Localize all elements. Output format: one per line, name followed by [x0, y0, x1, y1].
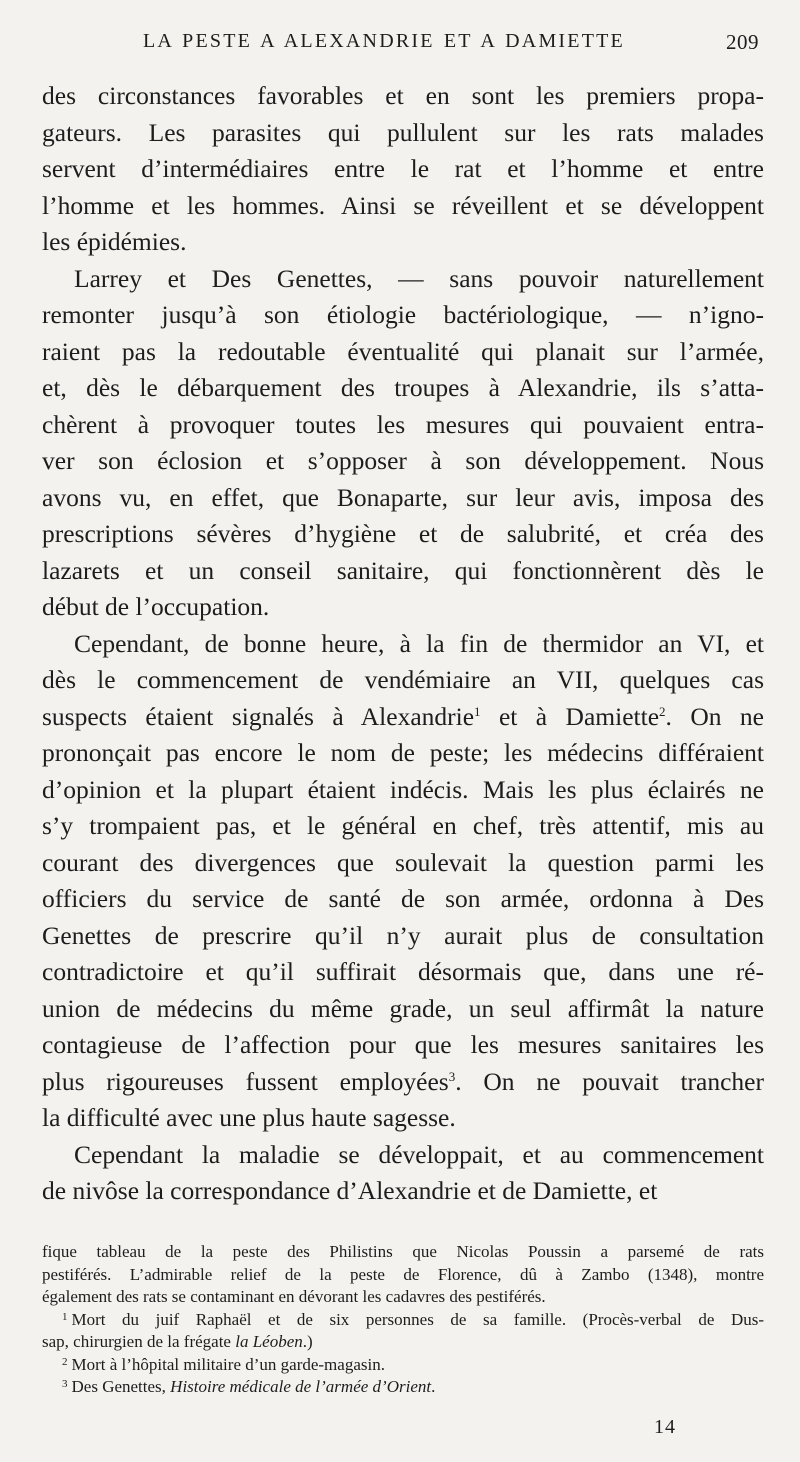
- text-line: Cependant la maladie se développait, et au commencement: [74, 1139, 764, 1169]
- text-segment: suspects étaient signalés à Alexandrie: [42, 701, 475, 731]
- footnote-text: Mort à l’hôpital militaire d’un garde-magasin.: [71, 1354, 385, 1374]
- text-line: gateurs. Les parasites qui pullulent sur les rats malades: [42, 117, 764, 147]
- footnote-continuation-line: pestiférés. L’admirable relief de la peste de Florence, dû à Zambo (1348), montre: [42, 1264, 764, 1284]
- text-line: contagieuse de l’affection pour que les mesures sanitaires les: [42, 1030, 764, 1059]
- italic-title: la Léoben: [235, 1332, 303, 1351]
- text-line: remonter jusqu’à son étiologie bactériologique, — n’igno-: [42, 300, 764, 329]
- page-number: 209: [726, 30, 759, 54]
- text-line: [42, 699, 764, 736]
- footnote-mark: 3: [62, 1378, 68, 1390]
- footnote-continuation-line: également des rats se contaminant en dévorant les cadavres des pestiférés.: [42, 1287, 546, 1306]
- text-line: prescriptions sévères d’hygiène et de salubrité, et créa des: [42, 519, 764, 548]
- text-line: des circonstances favorables et en sont les premiers propa-: [42, 81, 764, 110]
- text-line: Cependant, de bonne heure, à la fin de thermidor an VI, et: [74, 628, 764, 658]
- footnote-ref: 1: [474, 703, 481, 719]
- text-line: début de l’occupation.: [42, 592, 270, 621]
- text-segment: et à Damiette: [480, 701, 660, 731]
- footnote-mark: 1: [62, 1310, 68, 1323]
- text-segment: . On ne: [665, 701, 764, 731]
- text-line: Larrey et Des Genettes, — sans pouvoir naturellement: [74, 263, 764, 293]
- footnote-text: .): [302, 1332, 313, 1351]
- footnote-line: [42, 1354, 764, 1377]
- footnote-line: [42, 1309, 764, 1332]
- footnote-continuation-line: fique tableau de la peste des Philistins que Nicolas Poussin a parsemé de rats: [42, 1242, 764, 1261]
- footnote-line: [42, 1331, 764, 1354]
- footnote-text: Mort du juif Raphaël et de six personnes de sa famille. (Procès-verbal de Dus-: [71, 1309, 764, 1329]
- footnotes: [42, 1241, 764, 1399]
- footnote-text: sap, chirurgien de la frégate: [42, 1332, 236, 1351]
- text-line: et, dès le débarquement des troupes à Alexandrie, ils s’atta-: [42, 373, 764, 402]
- text-line: ver son éclosion et s’opposer à son développement. Nous: [42, 446, 764, 475]
- text-line: prononçait pas encore le nom de peste; les médecins différaient: [42, 738, 764, 767]
- text-line: contradictoire et qu’il suffirait désormais que, dans une ré-: [42, 957, 764, 986]
- paragraph: [42, 1137, 764, 1210]
- text-line: raient pas la redoutable éventualité qui planait sur l’armée,: [42, 336, 764, 366]
- text-line: courant des divergences que soulevait la question parmi les: [42, 847, 764, 877]
- text-line: de nivôse la correspondance d’Alexandrie et de Damiette, et: [42, 1176, 658, 1205]
- text-line: dès le commencement de vendémiaire an VII, quelques cas: [42, 665, 764, 694]
- paragraph: [42, 78, 764, 261]
- footnote-ref: 2: [659, 703, 666, 719]
- footnote-mark: 2: [62, 1355, 68, 1368]
- text-line: chèrent à provoquer toutes les mesures qui pouvaient entra-: [42, 409, 764, 439]
- running-title: LA PESTE A ALEXANDRIE ET A DAMIETTE: [143, 30, 625, 52]
- text-line: la difficulté avec une plus haute sagesse.: [42, 1103, 456, 1132]
- text-line: union de médecins du même grade, un seul affirmât la nature: [42, 993, 764, 1023]
- footnote-text: .: [431, 1377, 436, 1396]
- text-line: l’homme et les hommes. Ainsi se réveillent et se développent: [42, 190, 764, 220]
- text-segment: plus rigoureuses fussent employées: [42, 1066, 449, 1096]
- footnote-ref: 3: [448, 1068, 456, 1084]
- text-line: d’opinion et la plupart étaient indécis. Mais les plus éclairés ne: [42, 774, 764, 804]
- text-line: les épidémies.: [42, 227, 187, 256]
- signature-mark: 14: [654, 1416, 676, 1438]
- text-line: lazarets et un conseil sanitaire, qui fonctionnèrent dès le: [42, 555, 764, 585]
- footnote-text: Des Genettes,: [71, 1377, 171, 1396]
- text-line: avons vu, en effet, que Bonaparte, sur leur avis, imposa des: [42, 482, 764, 512]
- text-segment: . On ne pouvait trancher: [455, 1066, 764, 1096]
- text-line: [42, 1064, 764, 1101]
- running-head: [0, 30, 800, 60]
- italic-title: Histoire médicale de l’armée d’Orient: [170, 1377, 432, 1396]
- paragraph: [42, 261, 764, 626]
- footnote-line: [42, 1376, 764, 1399]
- text-line: Genettes de prescrire qu’il n’y aurait plus de consultation: [42, 920, 764, 950]
- paragraph: [42, 626, 764, 1137]
- text-line: s’y trompaient pas, et le général en chef, très attentif, mis au: [42, 811, 764, 840]
- text-line: servent d’intermédiaires entre le rat et l’homme et entre: [42, 154, 764, 183]
- text-line: officiers du service de santé de son armée, ordonna à Des: [42, 884, 764, 913]
- body-text: [42, 78, 764, 1210]
